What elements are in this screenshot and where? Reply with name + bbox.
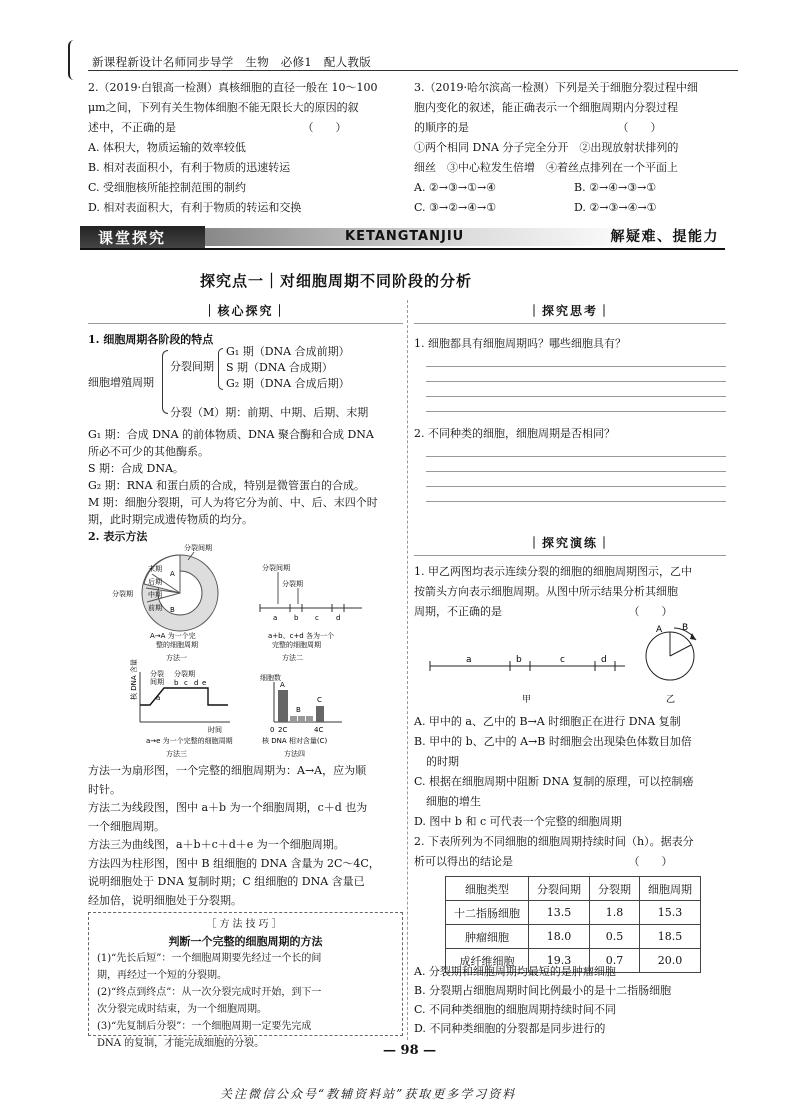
table-cell: 肿瘤细胞 — [446, 925, 529, 949]
jia-letter: d — [601, 655, 607, 665]
m3-letter: d — [194, 679, 199, 687]
m4-letter: A — [280, 681, 285, 689]
option: C. 不同种类细胞的细胞周期持续时间不同 — [414, 1003, 617, 1016]
table-row — [446, 925, 701, 949]
banner-right-text: 解疑难、提能力 — [610, 229, 719, 245]
m4-tick: 2C — [278, 726, 288, 734]
page-header: 新课程新设计名师同步导学 生物 必修1 配人教版 — [92, 55, 372, 69]
option: 的时期 — [426, 755, 459, 768]
q2-option-a: A. 体积大，物质运输的效率较低 — [88, 141, 246, 154]
option: B. 分裂期占细胞周期时间比例最小的是十二指肠细胞 — [414, 984, 672, 997]
tip-line: (1)“先长后短”：一个细胞周期要先经过一个长的间 — [97, 953, 322, 964]
tree-branch-2: 分裂（M）期：前期、中期、后期、末期 — [170, 406, 369, 419]
method-1-diagram — [112, 543, 218, 662]
drill-2-options — [414, 962, 726, 1038]
para-line: S 期：合成 DNA。 — [88, 462, 184, 475]
tip-line: (2)“终点到终点”：从一次分裂完成时开始，到下一 — [97, 987, 322, 998]
banner-mid-block — [205, 228, 645, 246]
yi-a-label: A — [656, 625, 663, 635]
m1-phase: 后期 — [148, 578, 162, 586]
table-cell: 15.3 — [640, 901, 701, 925]
para-line: 期，此时期完成遗传物质的均分。 — [88, 513, 253, 526]
answer-lines-1 — [414, 366, 726, 412]
m4-name: 方法四 — [284, 750, 305, 758]
banner-mid-text: KETANGTANJIU — [345, 229, 465, 244]
m3-caption: a→e 为一个完整的细胞周期 — [146, 737, 233, 745]
method-line: 经加倍，说明细胞处于分裂期。 — [88, 893, 242, 907]
m1-phase: 末期 — [148, 565, 162, 573]
method-3-diagram — [129, 659, 233, 758]
option: A. 分裂期和细胞周期均最短的是肿瘤细胞 — [414, 965, 616, 978]
m1-top-label: 分裂间期 — [184, 544, 212, 552]
yi-label: 乙 — [666, 695, 676, 705]
m2-letter: a — [273, 614, 278, 622]
m1-b-label: B — [170, 606, 175, 614]
para-line: G₁ 期：合成 DNA 的前体物质、DNA 聚合酶和合成 DNA — [88, 428, 374, 441]
m2-letter: b — [294, 614, 299, 622]
table-header: 细胞类型 — [446, 877, 529, 901]
q3-option-b: B. ②→④→③→① — [574, 181, 657, 194]
q3-stem-line: 细丝 ③中心粒发生倍增 ④着丝点排列在一个平面上 — [414, 161, 678, 174]
m3-top-label: 间期 — [150, 678, 164, 686]
option: C. 根据在细胞周期中阻断 DNA 复制的原理，可以控制癌 — [414, 775, 694, 788]
method-line: 说明细胞处于 DNA 复制时期；C 组细胞的 DNA 含量已 — [88, 875, 365, 888]
section-banner — [80, 222, 725, 250]
m3-y-label: 核 DNA 含量 — [130, 659, 138, 700]
think-question-2: 2. 不同种类的细胞，细胞周期是否相同？ — [414, 427, 615, 440]
method-4-diagram — [260, 673, 342, 758]
table-cell: 1.8 — [590, 901, 640, 925]
m4-tick: 4C — [314, 726, 324, 734]
m1-phase: 中期 — [148, 591, 162, 599]
method-line: 方法三为曲线图，a＋b＋c＋d＋e 为一个细胞周期。 — [88, 838, 345, 851]
m3-letter: e — [202, 679, 207, 687]
tip-title: 判断一个完整的细胞周期的方法 — [168, 935, 323, 948]
cycle-table-wrap — [445, 876, 701, 973]
cycle-tree — [88, 345, 403, 426]
method-2-diagram — [260, 563, 362, 662]
table-cell: 18.5 — [640, 925, 701, 949]
answer-lines-2 — [414, 456, 726, 502]
section-title: 探究点一｜对细胞周期不同阶段的分析 — [200, 272, 473, 290]
brace-1 — [162, 350, 168, 414]
m2-caption: a+b、c+d 各为一个 — [268, 632, 334, 640]
tree-branch-1: 分裂间期 — [170, 360, 214, 373]
stem-line: 按箭头方向表示细胞周期。从图中所示结果分析其细胞 — [414, 585, 678, 598]
table-cell: 十二指肠细胞 — [446, 901, 529, 925]
m2-letter: c — [315, 614, 319, 622]
q2-stem-line: 2.（2019·白银高一检测）真核细胞的直径一般在 10～100 — [88, 81, 378, 94]
table-header-row — [446, 877, 701, 901]
table-row — [446, 901, 701, 925]
drill-2-stem-line: 析可以得出的结论是 （ ） — [414, 855, 673, 868]
m1-caption: 整的细胞周期 — [156, 641, 198, 649]
q3-stem-line: 的顺序的是 （ ） — [414, 121, 662, 134]
m2-caption: 完整的细胞周期 — [272, 641, 321, 649]
m1-phase: 前期 — [148, 604, 162, 612]
tip-line: 次分裂完成时结束，为一个细胞周期。 — [97, 1004, 267, 1015]
q3-option-c: C. ③→②→④→① — [414, 201, 497, 214]
tip-line: DNA 的复制，才能完成细胞的分裂。 — [97, 1038, 265, 1049]
m3-dna-curve — [140, 688, 228, 705]
column-separator — [407, 300, 408, 1040]
table-cell: 19.3 — [529, 949, 590, 973]
table-cell: 0.7 — [590, 949, 640, 973]
heading-1: 1. 细胞周期各阶段的特点 — [88, 333, 214, 346]
heading-2: 2. 表示方法 — [88, 530, 148, 543]
table-cell: 0.5 — [590, 925, 640, 949]
q2-option-d: D. 相对表面积大，有利于物质的转运和交换 — [88, 201, 302, 214]
tip-line: (3)“先复制后分裂”：一个细胞周期一定要先完成 — [97, 1021, 312, 1032]
drill-title: ｜探究演练｜ — [527, 536, 613, 550]
method-line: 方法四为柱形图，图中 B 组细胞的 DNA 含量为 2C～4C， — [88, 856, 380, 870]
stem-line: 周期，不正确的是 （ ） — [414, 605, 673, 618]
cycle-table — [445, 876, 701, 973]
title-rule — [414, 323, 726, 324]
right-column — [414, 302, 726, 502]
left-column — [88, 302, 403, 546]
table-header: 细胞周期 — [640, 877, 701, 901]
title-rule — [88, 323, 403, 324]
table-cell: 13.5 — [529, 901, 590, 925]
table-header: 分裂间期 — [529, 877, 590, 901]
option: D. 图中 b 和 c 可代表一个完整的细胞周期 — [414, 815, 622, 828]
table-cell: 成纤维细胞 — [446, 949, 529, 973]
phase-descriptions — [88, 426, 403, 528]
method-line: 时针。 — [88, 782, 121, 796]
drill-2-stem-line: 2. 下表所列为不同细胞的细胞周期持续时间（h）。据表分 — [414, 835, 694, 848]
m3-name: 方法三 — [166, 750, 187, 758]
methods-figure — [110, 540, 370, 762]
q2-option-c: C. 受细胞核所能控制范围的制约 — [88, 181, 247, 194]
q3-stem-line: 3.（2019·哈尔滨高一检测）下列是关于细胞分裂过程中细 — [414, 81, 698, 94]
think-question-1: 1. 细胞都具有细胞周期吗？哪些细胞具有？ — [414, 337, 626, 350]
m1-a-label: A — [170, 570, 175, 578]
tree-g2: G₂ 期（DNA 合成后期） — [226, 377, 350, 390]
tree-root: 细胞增殖周期 — [88, 376, 154, 389]
q3-stem-line: 胞内变化的叙述，能正确表示一个细胞周期内分裂过程 — [414, 101, 678, 114]
banner-left-block — [80, 226, 205, 248]
m2-label-2: 分裂期 — [282, 580, 303, 588]
para-line: M 期：细胞分裂期，可人为将它分为前、中、后、末四个时 — [88, 496, 378, 509]
m4-bar-b — [290, 716, 297, 722]
m4-bar-b — [298, 716, 305, 722]
m1-name: 方法一 — [166, 654, 187, 662]
q3-stem-line: ①两个相同 DNA 分子完全分开 ②出现放射状排列的 — [414, 141, 679, 154]
table-header: 分裂期 — [590, 877, 640, 901]
drill-1-stem — [414, 562, 726, 622]
jia-label: 甲 — [522, 695, 532, 705]
m3-letter: b — [174, 679, 179, 687]
tip-label: ［方法技巧］ — [206, 919, 285, 930]
m3-letter: a — [156, 694, 161, 702]
banner-left-text: 课堂探究 — [98, 229, 167, 247]
option: D. 不同种类细胞的分裂都是同步进行的 — [414, 1022, 606, 1035]
page-number: — 98 — — [383, 1043, 437, 1058]
jia-letter: c — [560, 655, 565, 665]
m4-letter: C — [317, 696, 322, 704]
m4-tick: 0 — [270, 726, 275, 734]
m2-letter: d — [336, 614, 341, 622]
m1-left-label: 分裂期 — [112, 590, 133, 598]
core-explore-title: ｜核心探究｜ — [203, 304, 288, 318]
title-rule — [414, 555, 726, 556]
corner-mark — [68, 40, 76, 80]
m4-x-label: 核 DNA 相对含量(C) — [262, 737, 328, 745]
m4-bar-a — [278, 690, 288, 722]
q2-stem-line: 述中，不正确的是 （ ） — [88, 121, 347, 134]
question-2 — [88, 78, 403, 218]
m3-top-label: 分裂 — [150, 670, 164, 678]
m3-top-label: 分裂期 — [174, 670, 195, 678]
methods-text — [88, 762, 403, 910]
m4-y-label: 细胞数 — [260, 674, 281, 682]
drill-1-figure — [420, 620, 720, 710]
m3-x-label: 时间 — [208, 726, 222, 734]
table-cell: 18.0 — [529, 925, 590, 949]
think-title: ｜探究思考｜ — [527, 304, 613, 318]
footer-note: 关注微信公众号“教辅资料站”获取更多学习资料 — [220, 1087, 517, 1101]
m4-bar-c — [316, 706, 324, 722]
m1-caption: A→A 为一个完 — [150, 632, 196, 640]
q3-option-a: A. ②→③→①→④ — [414, 181, 497, 194]
yi-b-label: B — [682, 623, 689, 633]
para-line: 所必不可少的其他酶系。 — [88, 445, 209, 458]
drill-1-options — [414, 712, 726, 872]
brace-2 — [218, 348, 223, 390]
method-line: 一个细胞周期。 — [88, 819, 165, 833]
jia-letter: b — [516, 655, 522, 665]
m2-name: 方法二 — [282, 654, 303, 662]
tree-s: S 期（DNA 合成期） — [226, 361, 333, 374]
para-line: G₂ 期：RNA 和蛋白质的合成，特别是微管蛋白的合成。 — [88, 479, 366, 492]
m3-letter: c — [184, 679, 188, 687]
table-cell: 20.0 — [640, 949, 701, 973]
stem-line: 1. 甲乙两图均表示连续分裂的细胞的细胞周期图示，乙中 — [414, 565, 692, 578]
jia-letter: a — [466, 655, 472, 665]
question-3 — [414, 78, 726, 218]
tree-g1: G₁ 期（DNA 合成前期） — [226, 345, 350, 358]
m2-label-1: 分裂间期 — [262, 564, 290, 572]
drill-section — [414, 534, 726, 622]
option: A. 甲中的 a、乙中的 B→A 时细胞正在进行 DNA 复制 — [414, 715, 681, 728]
option: 细胞的增生 — [426, 795, 481, 808]
tip-line: 期，再经过一个短的分裂期。 — [97, 970, 227, 981]
banner-rule — [80, 248, 725, 250]
m4-letter: B — [296, 706, 301, 714]
header-rule — [88, 70, 738, 71]
method-line: 方法二为线段图，图中 a＋b 为一个细胞周期，c＋d 也为 — [88, 801, 368, 814]
method-line: 方法一为扇形图，一个完整的细胞周期为：A→A，应为顺 — [88, 764, 367, 777]
m4-bar-b — [306, 716, 313, 722]
q2-option-b: B. 相对表面积小，有利于物质的迅速转运 — [88, 161, 291, 174]
option: B. 甲中的 b、乙中的 A→B 时细胞会出现染色体数目加倍 — [414, 735, 692, 748]
q3-option-d: D. ②→③→④→① — [574, 201, 657, 214]
q2-stem-line: μm之间，下列有关生物体细胞不能无限长大的原因的叙 — [88, 101, 359, 114]
method-tip-box — [88, 912, 403, 1049]
